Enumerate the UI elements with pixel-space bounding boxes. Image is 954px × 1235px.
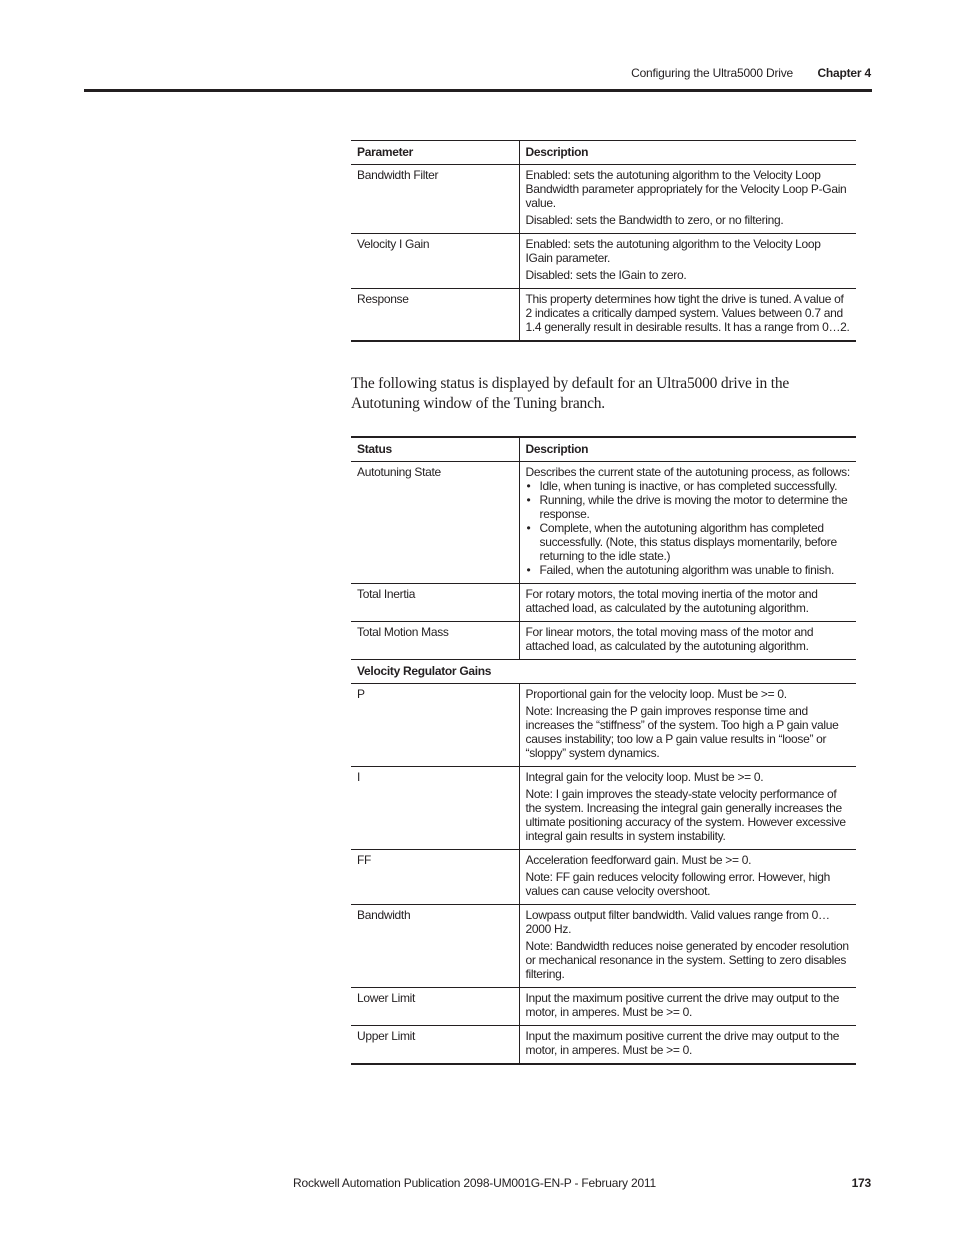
table-subheading: Velocity Regulator Gains [351, 660, 856, 684]
description-text: Describes the current state of the autotuning process, as follows: [525, 465, 850, 479]
gain-name: I [351, 767, 519, 850]
description-text: Disabled: sets the Bandwidth to zero, or no filtering. [525, 213, 784, 227]
list-item: • Running, while the drive is moving the motor to determine the response. [526, 493, 851, 521]
parameter-name: Response [351, 289, 519, 342]
table-header-row [351, 437, 856, 462]
table-row [351, 289, 856, 342]
table-row [351, 622, 856, 660]
column-header: Status [351, 437, 519, 462]
publication-info: Rockwell Automation Publication 2098-UM001G-EN-P - February 2011 [293, 1176, 656, 1190]
bullet-list [526, 479, 851, 577]
table-row [351, 234, 856, 289]
description-text: Disabled: sets the IGain to zero. [525, 268, 687, 282]
table-row [351, 462, 856, 584]
description-note: Note: Increasing the P gain improves response time and increases the “stiffness” of the system. Too high a P gain value causes instability; too low a P gain value results in “loose” or “sloppy” system dynamics. [525, 704, 839, 760]
gain-description [519, 905, 856, 988]
column-header: Description [519, 437, 856, 462]
status-name: Total Inertia [351, 584, 519, 622]
description-text: Proportional gain for the velocity loop. Must be >= 0. [525, 687, 787, 701]
parameter-table [351, 140, 856, 342]
body-paragraph: The following status is displayed by default for an Ultra5000 drive in the Autotuning window of the Tuning branch. [351, 375, 790, 412]
description-note: Note: FF gain reduces velocity following error. However, high values can cause velocity overshoot. [525, 870, 831, 898]
status-description: For linear motors, the total moving mass of the motor and attached load, as calculated by the autotuning algorithm. [519, 622, 856, 660]
status-name: Autotuning State [351, 462, 519, 584]
list-item: • Complete, when the autotuning algorithm has completed successfully. (Note, this status displays momentarily, before returning to the idle state.) [526, 521, 851, 563]
table-row [351, 684, 856, 767]
parameter-description [519, 289, 856, 342]
gain-name: Upper Limit [351, 1026, 519, 1065]
status-table [351, 436, 856, 1065]
status-description: For rotary motors, the total moving inertia of the motor and attached load, as calculated by the autotuning algorithm. [519, 584, 856, 622]
gain-description: Input the maximum positive current the drive may output to the motor, in amperes. Must be >= 0. [519, 1026, 856, 1065]
gain-name: Lower Limit [351, 988, 519, 1026]
header-rule [84, 89, 872, 92]
gain-description: Input the maximum positive current the drive may output to the motor, in amperes. Must be >= 0. [519, 988, 856, 1026]
column-header: Description [519, 141, 856, 165]
gain-name: P [351, 684, 519, 767]
parameter-name: Velocity I Gain [351, 234, 519, 289]
list-item: • Idle, when tuning is inactive, or has completed successfully. [526, 479, 851, 493]
gain-description [519, 684, 856, 767]
table-row [351, 905, 856, 988]
description-text: Enabled: sets the autotuning algorithm to the Velocity Loop IGain parameter. [525, 237, 821, 265]
table-row [351, 988, 856, 1026]
page-number: 173 [851, 1176, 871, 1190]
column-header: Parameter [351, 141, 519, 165]
description-note: Note: Bandwidth reduces noise generated by encoder resolution or mechanical resonance in the system. Setting to zero disables filtering. [525, 939, 849, 981]
parameter-description [519, 234, 856, 289]
gain-name: FF [351, 850, 519, 905]
status-description [519, 462, 856, 584]
table-row [351, 850, 856, 905]
description-text: Acceleration feedforward gain. Must be >= 0. [525, 853, 752, 867]
description-text: Enabled: sets the autotuning algorithm to the Velocity Loop Bandwidth parameter appropriately for the Velocity Loop P-Gain value. [525, 168, 847, 210]
table-row [351, 165, 856, 234]
parameter-name: Bandwidth Filter [351, 165, 519, 234]
table-row [351, 584, 856, 622]
running-header-chapter: Chapter 4 [817, 66, 871, 80]
description-text: Integral gain for the velocity loop. Must be >= 0. [525, 770, 764, 784]
gain-description [519, 850, 856, 905]
gain-name: Bandwidth [351, 905, 519, 988]
running-header-section: Configuring the Ultra5000 Drive [631, 66, 793, 80]
status-name: Total Motion Mass [351, 622, 519, 660]
parameter-description [519, 165, 856, 234]
page-header [0, 66, 871, 82]
list-item: • Failed, when the autotuning algorithm was unable to finish. [526, 563, 851, 577]
table-row [351, 767, 856, 850]
description-note: Note: I gain improves the steady-state velocity performance of the system. Increasing the integral gain generally increases the ultimate positioning accuracy of the system. However excessive integral gain results in system instability. [525, 787, 846, 843]
gain-description [519, 767, 856, 850]
table-header-row [351, 141, 856, 165]
description-text: This property determines how tight the drive is tuned. A value of 2 indicates a critically damped system. Values between 0.7 and 1.4 generally result in desirable results. It has a range from 0…2. [525, 292, 850, 334]
table-row [351, 1026, 856, 1065]
table-subheading-row [351, 660, 856, 684]
description-text: Lowpass output filter bandwidth. Valid values range from 0…2000 Hz. [525, 908, 830, 936]
